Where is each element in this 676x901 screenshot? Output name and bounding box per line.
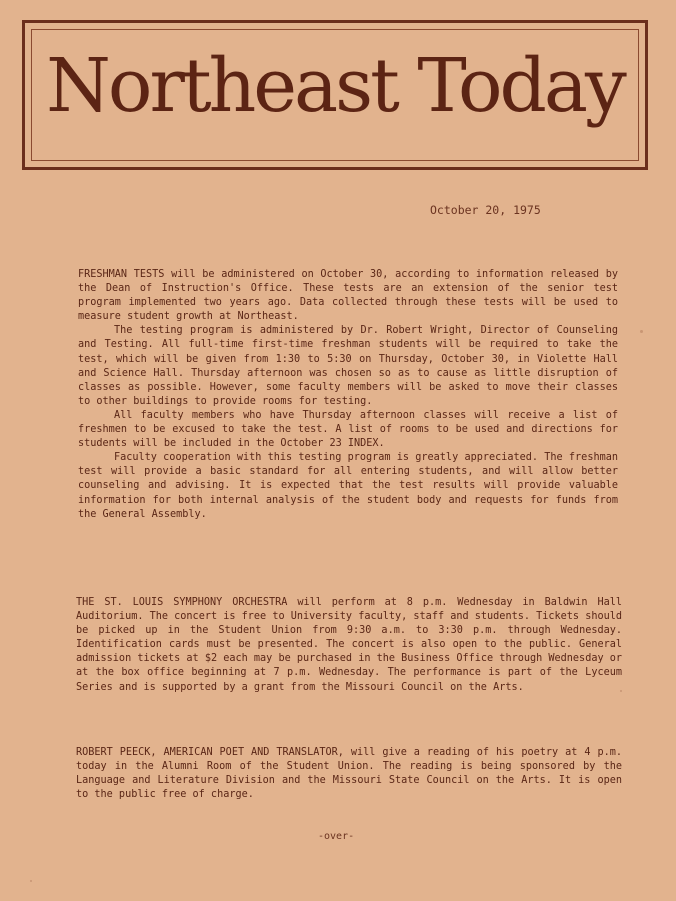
article-paragraph: Faculty cooperation with this testing program is greatly appreciated. The freshman test will provide a basic standard for all entering students, and will allow better counseling and advising. It is expected that the test results will provide valuable information for both internal analysis of the student body and requests for funds from the General Assembly.: [78, 452, 618, 520]
article-paragraph: THE ST. LOUIS SYMPHONY ORCHESTRA will perform at 8 p.m. Wednesday in Baldwin Hall Auditorium. The concert is free to University faculty, staff and students. Tickets should be picked up in the Student Union from 9:30 a.m. to 3:30 p.m. through Wednesday. Identification cards must be presented. The concert is also open to the public. General admission tickets at $2 each may be purchased in the Business Office through Wednesday or at the box office beginning at 7 p.m. Wednesday. The performance is part of the Lyceum Series and is supported by a grant from the Missouri Council on the Arts.: [76, 597, 622, 693]
issue-date: October 20, 1975: [430, 203, 541, 217]
article-paragraph: FRESHMAN TESTS will be administered on October 30, according to information released by the Dean of Instruction's Office. These tests are an extension of the senior test program implemented two years ago. Data collected through these tests will be used to measure student growth at Northeast.: [78, 269, 618, 323]
paper-speck: [620, 690, 622, 692]
over-page-marker: -over-: [318, 831, 355, 842]
article-paragraph: ROBERT PEECK, AMERICAN POET AND TRANSLATOR, will give a reading of his poetry at 4 p.m. today in the Alumni Room of the Student Union. The reading is being sponsored by the Language and Literature Division and the Missouri State Council on the Arts. It is open to the public free of charge.: [76, 747, 622, 801]
article-paragraph: All faculty members who have Thursday afternoon classes will receive a list of freshmen to be excused to take the test. A list of rooms to be used and directions for students will be included in the October 23 INDEX.: [78, 409, 618, 450]
paper-speck: [30, 880, 32, 882]
article-paragraph: The testing program is administered by Dr. Robert Wright, Director of Counseling and Testing. All full-time first-time freshman students will be required to take the test, which will be given from 1:30 to 5:30 on Thursday, October 30, in Violette Hall and Science Hall. Thursday afternoon was chosen so as to cause as little disruption of classes as possible. However, some faculty members will be asked to move their classes to other buildings to provide rooms for testing.: [78, 325, 618, 407]
masthead-title: Northeast Today: [46, 43, 624, 129]
masthead-frame: [22, 20, 648, 170]
paper-speck: [640, 330, 643, 333]
article-poetry-reading: [76, 746, 622, 802]
article-symphony-orchestra: [76, 596, 622, 695]
article-freshman-tests: [78, 268, 618, 522]
